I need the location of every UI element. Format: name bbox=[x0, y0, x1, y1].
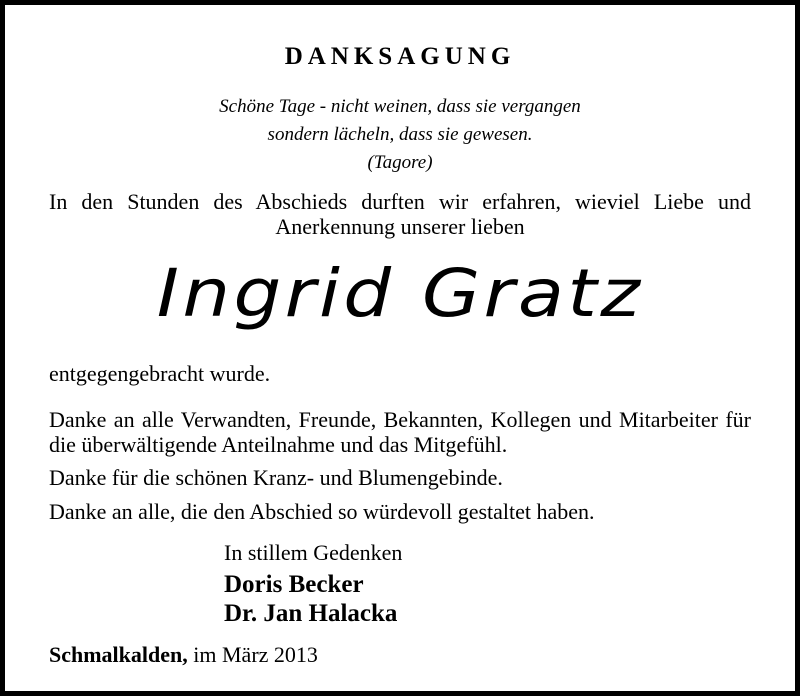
signer-name: Dr. Jan Halacka bbox=[224, 600, 398, 627]
signer-name: Doris Becker bbox=[224, 571, 364, 598]
closing-phrase: In stillem Gedenken bbox=[224, 540, 403, 565]
thanks-paragraph-3: Danke an alle, die den Abschied so würdevoll gestaltet haben. bbox=[49, 499, 595, 524]
after-name-text: entgegengebracht wurde. bbox=[49, 361, 271, 386]
place-name: Schmalkalden, bbox=[49, 642, 188, 667]
motto-quote bbox=[5, 93, 795, 177]
thanks-paragraph-1: Danke an alle Verwandten, Freunde, Bekannten, Kollegen und Mitarbeiter für die überwältigende Anteilnahme und das Mitgefühl. bbox=[49, 407, 751, 457]
deceased-name: Ingrid Gratz bbox=[156, 255, 644, 332]
notice-date: im März 2013 bbox=[193, 642, 318, 667]
notice-heading: DANKSAGUNG bbox=[284, 43, 516, 70]
thanks-paragraph-2: Danke für die schönen Kranz- und Blumengebinde. bbox=[49, 465, 503, 490]
motto-line-2: sondern lächeln, dass sie gewesen. bbox=[267, 124, 533, 145]
motto-author: (Tagore) bbox=[367, 152, 433, 173]
motto-line-1: Schöne Tage - nicht weinen, dass sie vergangen bbox=[219, 96, 581, 117]
place-and-date bbox=[49, 642, 318, 668]
intro-text: In den Stunden des Abschieds durften wir erfahren, wieviel Liebe und Anerkennung unserer lieben bbox=[49, 189, 751, 239]
